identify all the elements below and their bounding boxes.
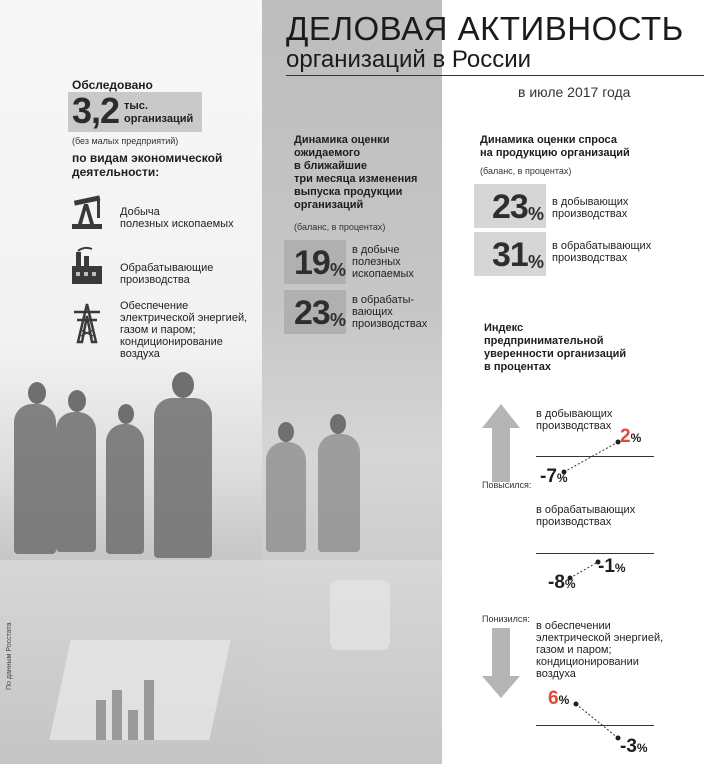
production-mining-label-line: полезных [352, 256, 401, 268]
confidence-energy-after-value: -3 [620, 736, 637, 757]
demand-mining-value: 23 [492, 188, 528, 226]
sector-energy-line2: электрической энергией, [120, 312, 248, 324]
confidence-mining-after [620, 426, 641, 448]
surveyed-note: (без малых предприятий) [72, 136, 179, 146]
sector-energy-line1: Обеспечение [120, 300, 189, 312]
demand-note: (баланс, в процентах) [480, 166, 572, 176]
confidence-manufacturing-label-line: в обрабатывающих [536, 504, 636, 516]
confidence-mining-before-value: -7 [540, 466, 557, 487]
production-mining-label-line: ископаемых [352, 268, 414, 280]
production-mining-value: 19 [294, 244, 330, 282]
confidence-energy-before [548, 688, 569, 710]
confidence-energy-before-pct: % [558, 693, 570, 707]
confidence-energy-label-line: газом и паром; [536, 644, 612, 656]
production-outlook-title-line: Динамика оценки [294, 134, 390, 146]
confidence-manufacturing-before-value: -8 [548, 572, 565, 593]
background-photo-people [0, 360, 442, 764]
production-outlook-title-line: ожидаемого [294, 147, 361, 159]
confidence-title-line: уверенности организаций [484, 348, 627, 360]
surveyed-unit [124, 100, 193, 126]
confidence-mining-connector [560, 436, 624, 476]
surveyed-unit-line2: организаций [124, 113, 194, 125]
confidence-mining-after-pct: % [630, 431, 642, 445]
confidence-energy-label [536, 620, 663, 680]
production-outlook-title-line: организаций [294, 199, 364, 211]
confidence-energy-label-line: кондиционировании [536, 656, 639, 668]
production-manufacturing-value: 23 [294, 294, 330, 332]
increased-label: Повысился: [482, 480, 532, 490]
arrow-up-icon [482, 404, 520, 487]
demand-title-line: на продукцию организаций [480, 147, 630, 159]
demand-manufacturing-value: 31 [492, 236, 528, 274]
sector-energy-line4: кондиционирование [120, 336, 223, 348]
demand-manufacturing-label-line: производствах [552, 252, 628, 264]
confidence-mining-label-line: в добывающих [536, 408, 613, 420]
surveyed-unit-line1: тыс. [124, 100, 148, 112]
sector-manufacturing [120, 262, 213, 286]
sector-manufacturing-line2: производства [120, 274, 190, 286]
surveyed-by-line2: деятельности: [72, 165, 160, 179]
sector-mining [120, 206, 234, 230]
confidence-mining-label [536, 408, 612, 432]
production-manufacturing-label-line: в обрабаты- [352, 294, 415, 306]
period-label: в июле 2017 года [518, 84, 631, 100]
confidence-mining-after-value: 2 [620, 426, 631, 447]
confidence-title-line: в процентах [484, 361, 552, 373]
production-manufacturing-label [352, 294, 427, 330]
demand-mining-label-line: в добывающих [552, 196, 629, 208]
arrow-down-icon [482, 628, 520, 703]
confidence-manufacturing-baseline [536, 553, 654, 554]
demand-title [480, 134, 630, 160]
sector-energy-line3: газом и паром; [120, 324, 196, 336]
production-mining-pct: % [330, 260, 347, 280]
demand-title-line: Динамика оценки спроса [480, 134, 617, 146]
surveyed-number: 3,2 [72, 90, 120, 131]
confidence-energy-after [620, 736, 648, 758]
demand-manufacturing-label [552, 240, 651, 264]
confidence-manufacturing-after [598, 556, 626, 578]
confidence-energy-label-line: воздуха [536, 668, 576, 680]
sector-mining-line2: полезных ископаемых [120, 218, 234, 230]
confidence-manufacturing-after-value: -1 [598, 556, 615, 577]
production-outlook-title [294, 134, 417, 212]
production-outlook-title-line: три месяца изменения [294, 173, 418, 185]
demand-mining-label [552, 196, 628, 220]
confidence-energy-after-pct: % [636, 741, 648, 755]
confidence-energy-label-line: электрической энергией, [536, 632, 664, 644]
confidence-manufacturing-label [536, 504, 635, 528]
production-mining-label [352, 244, 414, 280]
production-mining-label-line: в добыче [352, 244, 400, 256]
surveyed-label: Обследовано [72, 78, 153, 92]
confidence-manufacturing-label-line: производствах [536, 516, 612, 528]
confidence-mining-label-line: производствах [536, 420, 612, 432]
surveyed-by-activity [72, 151, 222, 179]
confidence-mining-before-pct: % [556, 471, 568, 485]
surveyed-by-line1: по видам экономической [72, 151, 223, 165]
confidence-energy-connector [572, 700, 624, 742]
demand-mining-label-line: производствах [552, 208, 628, 220]
factory-icon [70, 246, 104, 286]
source-note: По данным Росстата [6, 622, 13, 690]
oil-pump-icon [70, 190, 104, 230]
sector-manufacturing-line1: Обрабатывающие [120, 262, 214, 274]
production-outlook-note: (баланс, в процентах) [294, 222, 386, 232]
sector-energy-line5: воздуха [120, 348, 160, 360]
confidence-energy-label-line: в обеспечении [536, 620, 611, 632]
confidence-manufacturing-after-pct: % [614, 561, 626, 575]
production-outlook-title-line: выпуска продукции [294, 186, 403, 198]
production-manufacturing-label-line: вающих [352, 306, 393, 318]
decreased-label: Понизился: [482, 614, 530, 624]
page-subtitle: организаций в России [286, 46, 532, 73]
production-outlook-title-line: в ближайшие [294, 160, 367, 172]
sector-energy [120, 300, 247, 360]
production-manufacturing-pct: % [330, 310, 347, 330]
production-manufacturing-label-line: производствах [352, 318, 428, 330]
confidence-title-line: предпринимательной [484, 335, 604, 347]
confidence-mining-before [540, 466, 568, 488]
title-divider [286, 75, 704, 76]
confidence-manufacturing-before-pct: % [564, 577, 576, 591]
power-tower-icon [70, 302, 104, 342]
demand-manufacturing-pct: % [528, 252, 545, 272]
sector-mining-line1: Добыча [120, 206, 160, 218]
confidence-energy-before-value: 6 [548, 688, 559, 709]
confidence-title-line: Индекс [484, 322, 524, 334]
confidence-manufacturing-before [548, 572, 576, 594]
page-title: ДЕЛОВАЯ АКТИВНОСТЬ [286, 10, 684, 47]
demand-mining-pct: % [528, 204, 545, 224]
confidence-title [484, 322, 626, 374]
demand-manufacturing-label-line: в обрабатывающих [552, 240, 652, 252]
